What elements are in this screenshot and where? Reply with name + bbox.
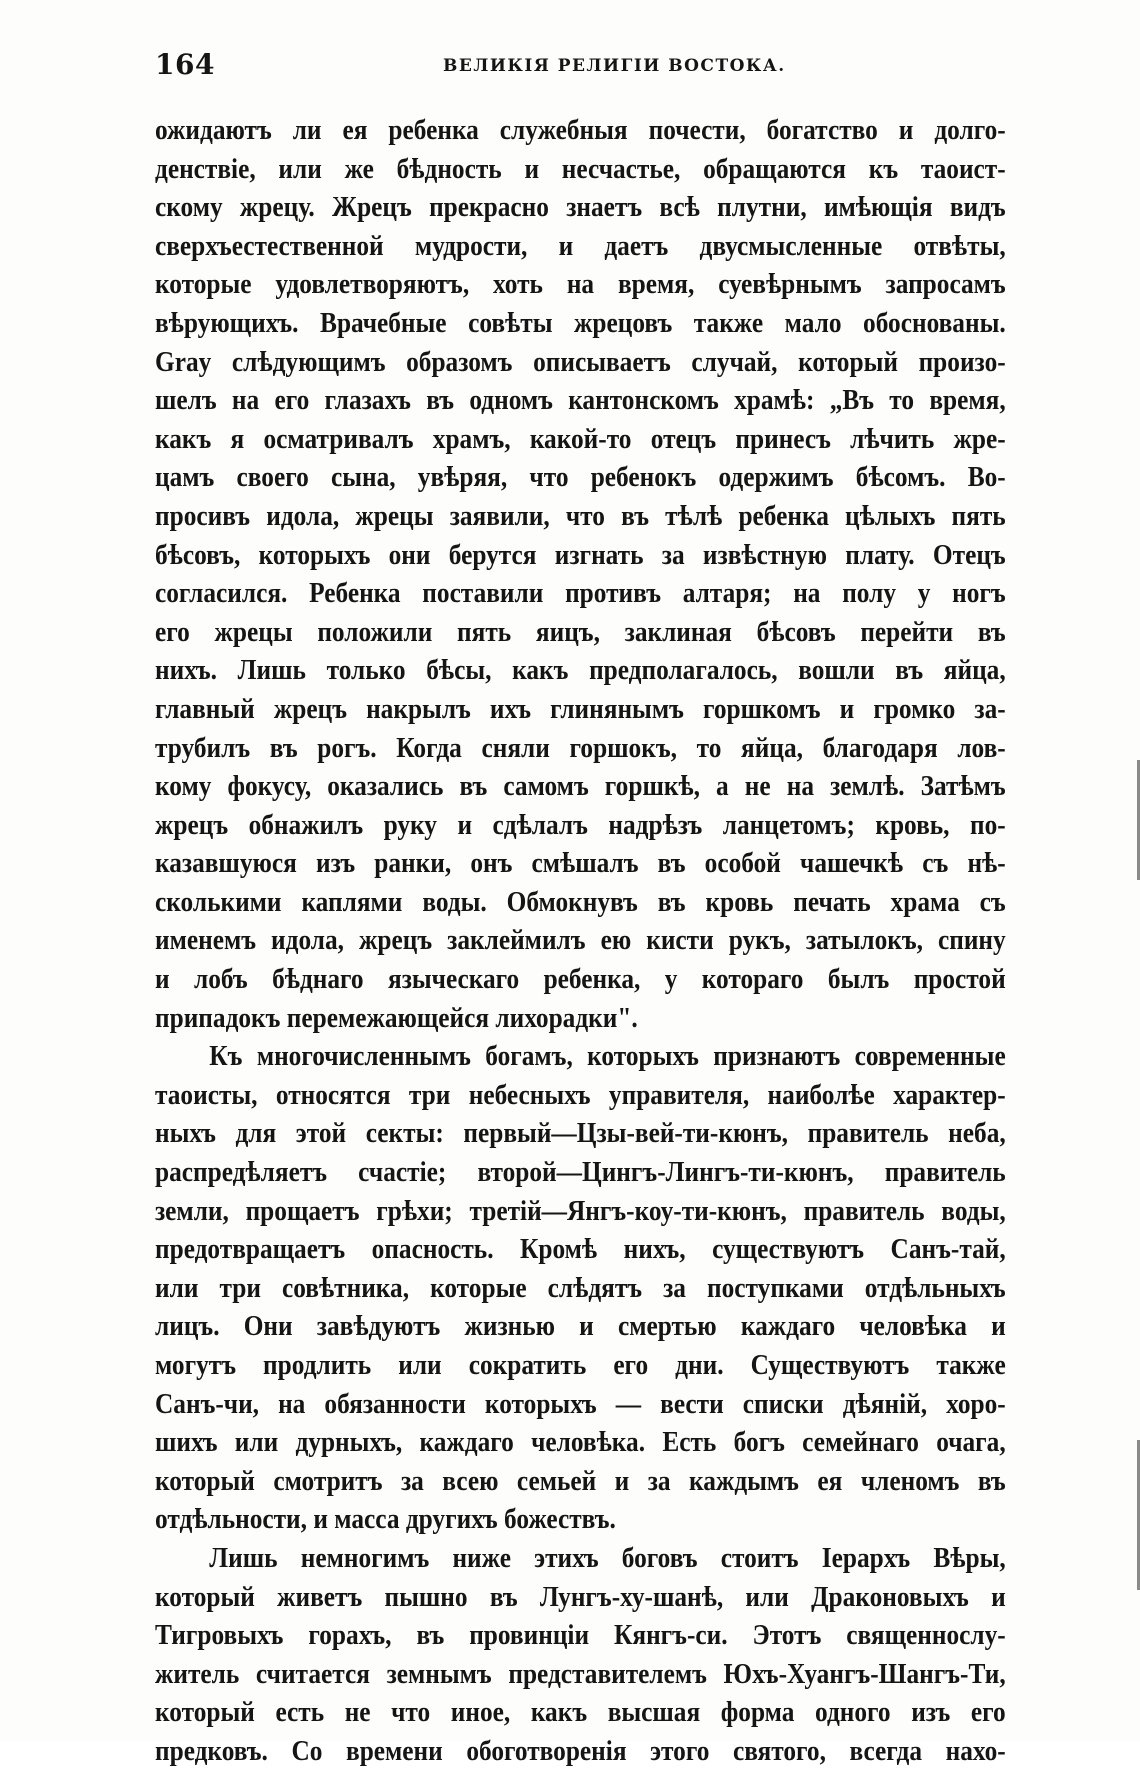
text-line: Тигровыхъ горахъ, въ провинціи Кянгъ-си. Этотъ священнослу- xyxy=(155,1620,1006,1652)
text-line: лицъ. Они завѣдуютъ жизнью и смертью каждаго человѣка и xyxy=(155,1311,1006,1343)
text-line: Gray слѣдующимъ образомъ описываетъ случай, который произо- xyxy=(155,346,1006,378)
text-line: какъ я осматривалъ храмъ, какой-то отецъ принесъ лѣчить жре- xyxy=(155,423,1006,455)
text-line: шихъ или дурныхъ, каждаго человѣка. Есть богъ семейнаго очага, xyxy=(155,1427,1006,1459)
text-line: просивъ идола, жрецы заявили, что въ тѣлѣ ребенка цѣлыхъ пять xyxy=(155,500,1006,532)
text-line: таоисты, относятся три небесныхъ управителя, наиболѣе характер- xyxy=(155,1079,1006,1111)
text-line: денствіе, или же бѣдность и несчастье, обращаются къ таоист- xyxy=(155,153,1006,185)
text-line: земли, прощаетъ грѣхи; третій—Янгъ-коу-ти-кюнъ, правитель воды, xyxy=(155,1195,1006,1227)
text-line: бѣсовъ, которыхъ они берутся изгнать за извѣстную плату. Отецъ xyxy=(155,539,1006,571)
text-line: трубилъ въ рогъ. Когда сняли горшокъ, то яйца, благодаря лов- xyxy=(155,732,1006,764)
page-number: 164 xyxy=(155,48,215,81)
text-line: нихъ. Лишь только бѣсы, какъ предполагалось, вошли въ яйца, xyxy=(155,655,1006,687)
text-line: который есть не что иное, какъ высшая форма одного изъ его xyxy=(155,1697,1006,1729)
text-line: житель считается земнымъ представителемъ Юхъ-Хуангъ-Шангъ-Ти, xyxy=(155,1658,1006,1690)
text-line: его жрецы положили пять яицъ, заклиная бѣсовъ перейти въ xyxy=(155,616,1006,648)
text-line: шелъ на его глазахъ въ одномъ кантонскомъ храмѣ: „Въ то время, xyxy=(155,385,1006,417)
text-line: который живетъ пышно въ Лунгъ-ху-шанѣ, или Драконовыхъ и xyxy=(155,1581,1006,1613)
text-line: или три совѣтника, которые слѣдятъ за поступками отдѣльныхъ xyxy=(155,1272,1006,1304)
text-line: Къ многочисленнымъ богамъ, которыхъ признаютъ современные xyxy=(209,1041,1006,1073)
text-line: главный жрецъ накрылъ ихъ глинянымъ горшкомъ и громко за- xyxy=(155,693,1006,725)
text-line: именемъ идола, жрецъ заклеймилъ ею кисти рукъ, затылокъ, спину xyxy=(155,925,1006,957)
text-line: казавшуюся изъ ранки, онъ смѣшалъ въ особой чашечкѣ съ нѣ- xyxy=(155,848,1006,880)
text-line: согласился. Ребенка поставили противъ алтаря; на полу у ногъ xyxy=(155,578,1006,610)
running-title: ВЕЛИКІЯ РЕЛИГІИ ВОСТОКА. xyxy=(443,56,786,76)
text-line: ожидаютъ ли ея ребенка служебныя почести, богатство и долго- xyxy=(155,115,1006,146)
text-line: который смотритъ за всею семьей и за каждымъ ея членомъ въ xyxy=(155,1465,1006,1497)
text-line: сверхъестественной мудрости, и даетъ двусмысленные отвѣты, xyxy=(155,230,1006,262)
text-line: Санъ-чи, на обязанности которыхъ — вести списки дѣяній, хоро- xyxy=(155,1388,1006,1420)
page-header xyxy=(155,48,990,92)
text-line: Лишь немногимъ ниже этихъ боговъ стоитъ Іерархъ Вѣры, xyxy=(209,1542,1006,1574)
text-line: предковъ. Со времени обоготворенія этого святого, всегда нахо- xyxy=(155,1735,1006,1767)
text-line: жрецъ обнажилъ руку и сдѣлалъ надрѣзъ ланцетомъ; кровь, по- xyxy=(155,809,1006,841)
text-line: могутъ продлить или сократить его дни. Существуютъ также xyxy=(155,1350,1006,1381)
text-line: распредѣляетъ счастіе; второй—Цингъ-Лингъ-ти-кюнъ, правитель xyxy=(155,1157,1006,1189)
text-line: припадокъ перемежающейся лихорадки". xyxy=(155,1002,638,1034)
text-line: скому жрецу. Жрецъ прекрасно знаетъ всѣ плутни, имѣющія видъ xyxy=(155,192,1006,224)
text-line: предотвращаетъ опасность. Кромѣ нихъ, существуютъ Санъ-тай, xyxy=(155,1234,1006,1266)
text-line: ныхъ для этой секты: первый—Цзы-вей-ти-кюнъ, правитель неба, xyxy=(155,1118,1006,1150)
text-line: которые удовлетворяютъ, хоть на время, суевѣрнымъ запросамъ xyxy=(155,269,1006,301)
text-line: и лобъ бѣднаго языческаго ребенка, у котораго былъ простой xyxy=(155,964,1006,996)
text-line: вѣрующихъ. Врачебные совѣты жрецовъ также мало обоснованы. xyxy=(155,307,1006,339)
text-line: кому фокусу, оказались въ самомъ горшкѣ, а не на землѣ. Затѣмъ xyxy=(155,771,1006,803)
text-line: цамъ своего сына, увѣряя, что ребенокъ одержимъ бѣсомъ. Во- xyxy=(155,462,1006,494)
body-text xyxy=(155,112,1006,1772)
text-line: отдѣльности, и масса другихъ божествъ. xyxy=(155,1504,616,1536)
text-line: сколькими каплями воды. Обмокнувъ въ кровь печать храма съ xyxy=(155,886,1006,918)
